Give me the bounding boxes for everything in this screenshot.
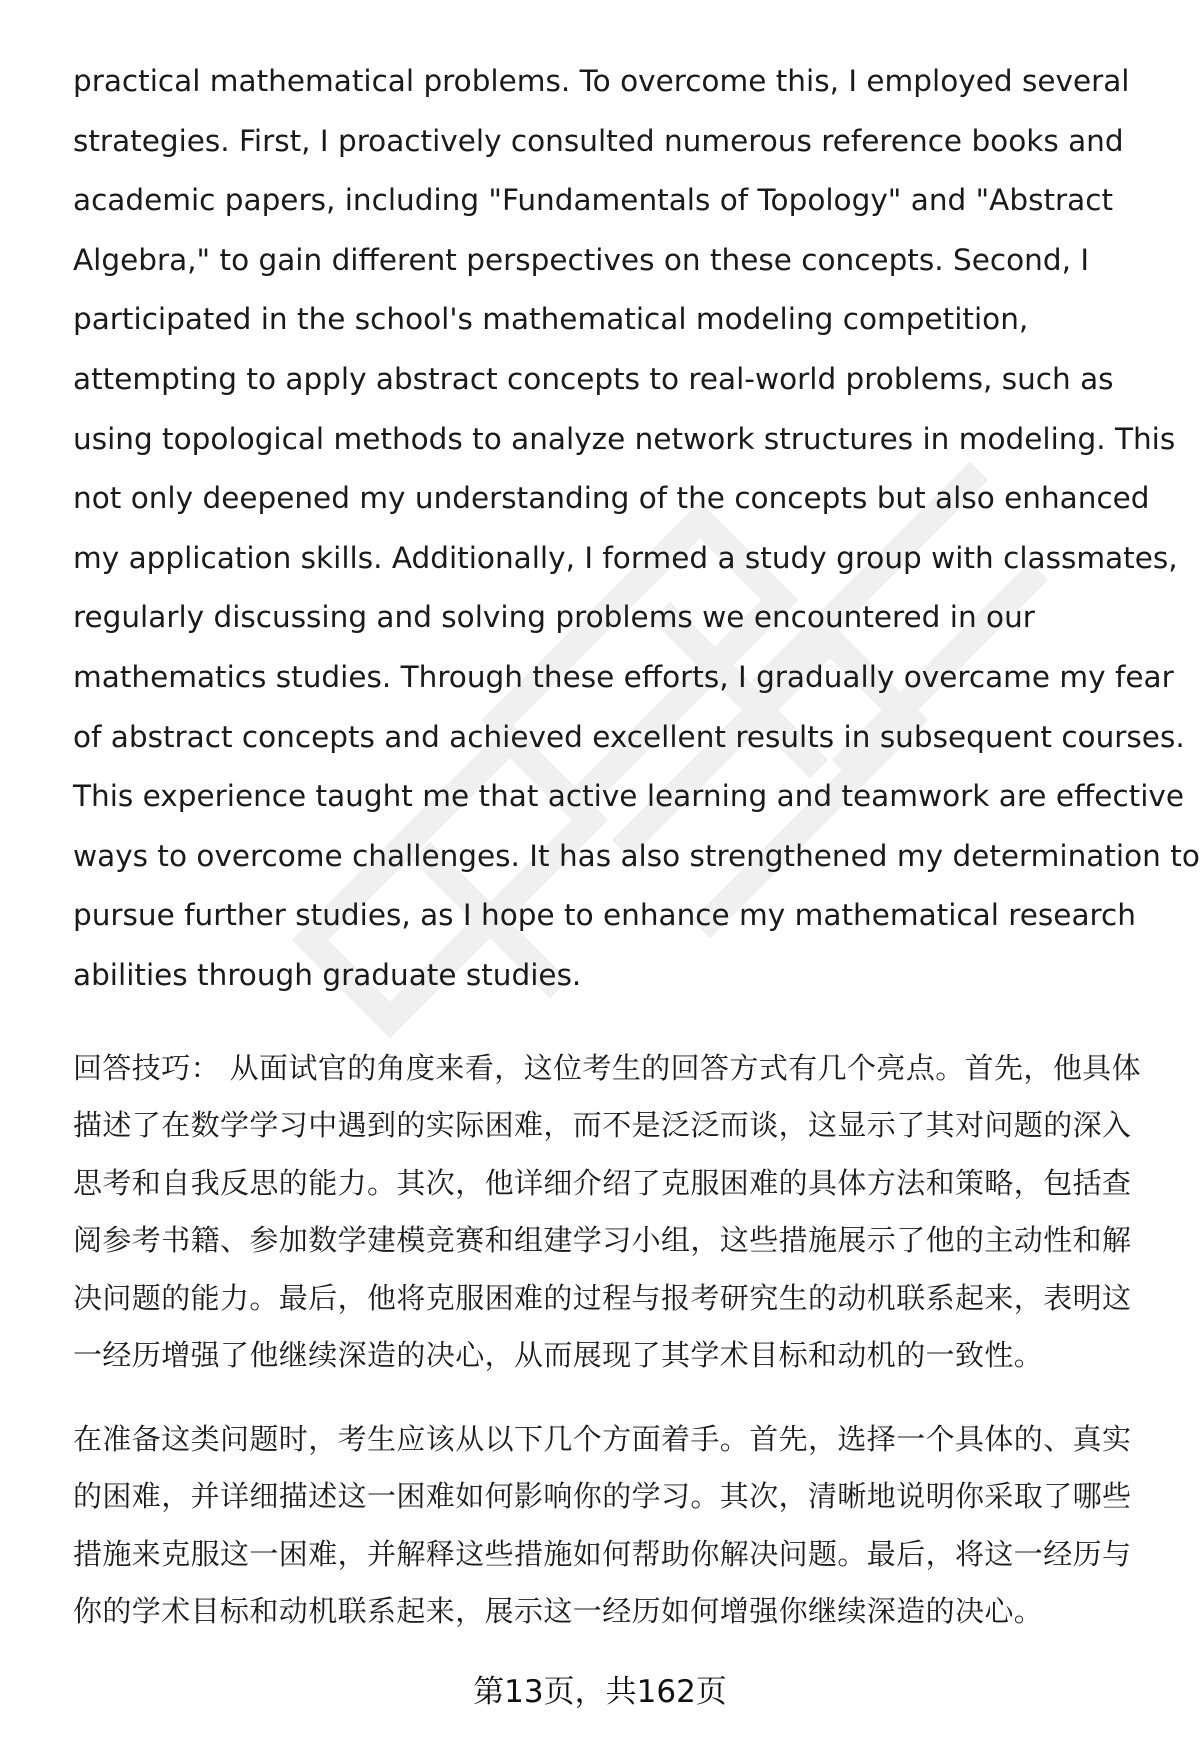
paragraph-line: attempting to apply abstract concepts to real-world problems, such as [73, 361, 1114, 396]
paragraph-line: This experience taught me that active learning and teamwork are effective [73, 779, 1185, 814]
paragraph-line: 一经历增强了他继续深造的决心，从而展现了其学术目标和动机的一致性。 [73, 1338, 1044, 1372]
paragraph-line: pursue further studies, as I hope to enhance my mathematical research [73, 898, 1136, 933]
paragraph-line: strategies. First, I proactively consulted numerous reference books and [73, 123, 1124, 158]
paragraph-line: 思考和自我反思的能力。其次，他详细介绍了克服困难的具体方法和策略，包括查 [73, 1165, 1132, 1200]
paragraph-line: using topological methods to analyze network structures in modeling. This [73, 421, 1176, 456]
paragraph-line: abilities through graduate studies. [73, 957, 582, 992]
page-number-footer: 第13页，共162页 [473, 1674, 727, 1710]
answer-tips-paragraph [73, 1040, 1163, 1385]
page-content [73, 52, 1200, 1641]
paragraph-line: 决问题的能力。最后，他将克服困难的过程与报考研究生的动机联系起来，表明这 [73, 1280, 1132, 1315]
paragraph-line: 阅参考书籍、参加数学建模竞赛和组建学习小组，这些措施展示了他的主动性和解 [73, 1223, 1132, 1257]
paragraph-line: 在准备这类问题时，考生应该从以下几个方面着手。首先，选择一个具体的、真实 [73, 1421, 1132, 1456]
paragraph-line: not only deepened my understanding of the concepts but also enhanced [73, 481, 1150, 516]
paragraph-line: 回答技巧： 从面试官的角度来看，这位考生的回答方式有几个亮点。首先，他具体 [73, 1050, 1142, 1085]
paragraph-line: participated in the school's mathematical modeling competition, [73, 302, 1029, 337]
paragraph-line: practical mathematical problems. To overcome this, I employed several [73, 64, 1130, 98]
paragraph-line: regularly discussing and solving problems we encountered in our [73, 600, 1035, 635]
paragraph-line: 你的学术目标和动机联系起来，展示这一经历如何增强你继续深造的决心。 [73, 1594, 1044, 1628]
paragraph-line: academic papers, including "Fundamentals of Topology" and "Abstract [73, 183, 1114, 218]
paragraph-line: ways to overcome challenges. It has also strengthened my determination to [73, 838, 1200, 873]
paragraph-line: my application skills. Additionally, I formed a study group with classmates, [73, 540, 1178, 575]
preparation-paragraph [73, 1411, 1163, 1641]
paragraph-line: 措施来克服这一困难，并解释这些措施如何帮助你解决问题。最后，将这一经历与 [73, 1536, 1132, 1571]
paragraph-line: Algebra," to gain different perspectives on these concepts. Second, I [73, 242, 1090, 277]
paragraph-line: 描述了在数学学习中遇到的实际困难，而不是泛泛而谈，这显示了其对问题的深入 [73, 1108, 1132, 1142]
paragraph-line: mathematics studies. Through these efforts, I gradually overcame my fear [73, 659, 1174, 694]
english-answer-paragraph [73, 52, 1200, 1006]
paragraph-line: 的困难，并详细描述这一困难如何影响你的学习。其次，清晰地说明你采取了哪些 [73, 1479, 1132, 1513]
paragraph-line: of abstract concepts and achieved excellent results in subsequent courses. [73, 719, 1185, 754]
